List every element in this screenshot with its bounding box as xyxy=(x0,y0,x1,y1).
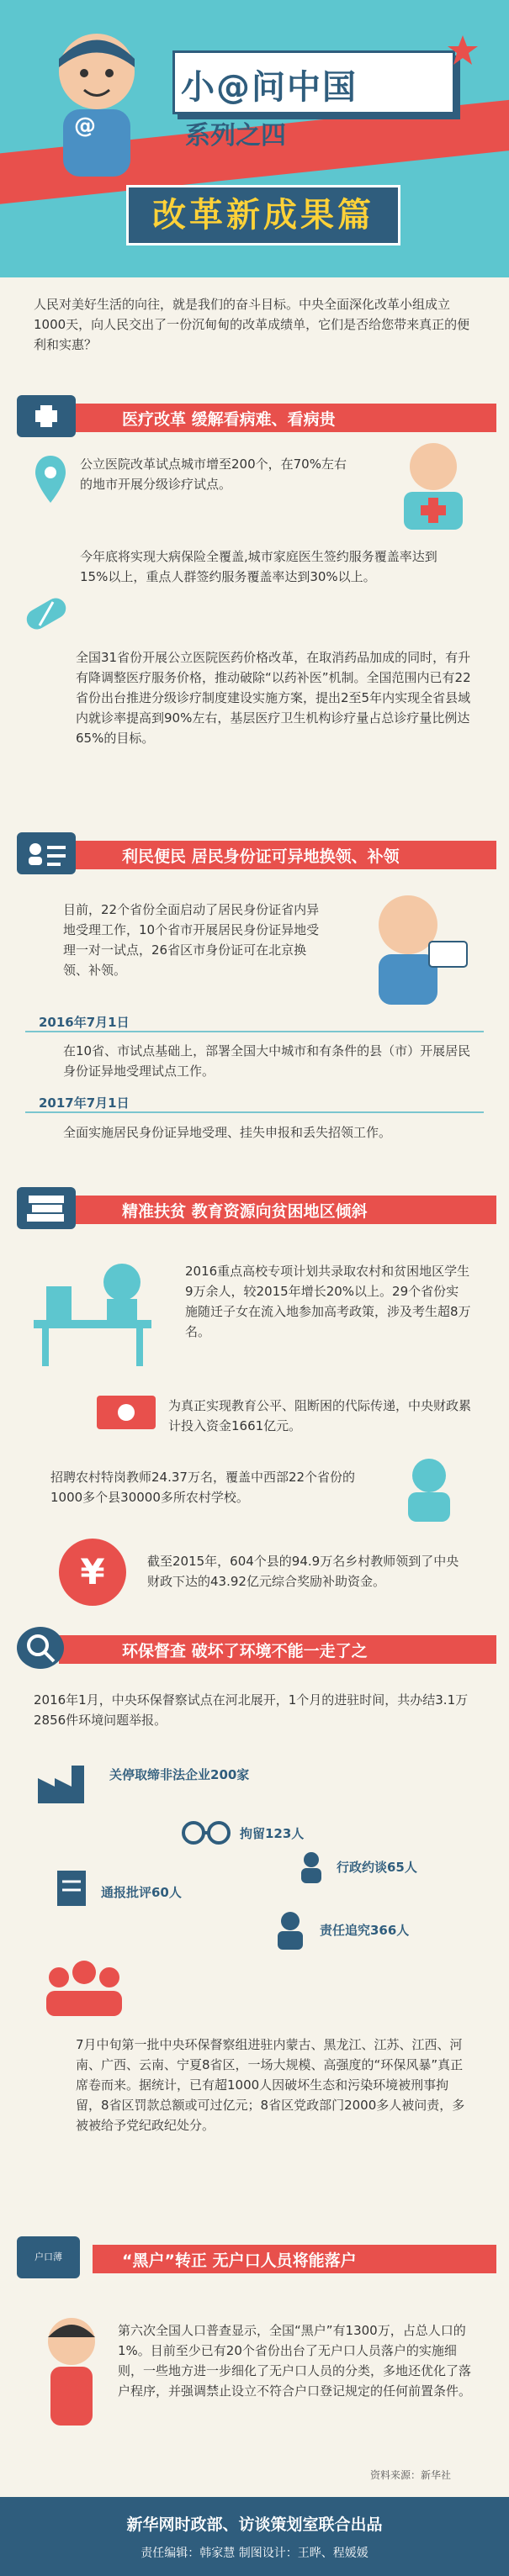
page-title: 小@问中国 xyxy=(181,68,358,107)
money-stack-icon xyxy=(93,1387,160,1438)
magnifier-icon xyxy=(17,1627,64,1669)
books-icon xyxy=(17,1187,76,1229)
footer xyxy=(0,2497,509,2576)
stat-item: 拘留123人 xyxy=(240,1826,305,1841)
header-banner xyxy=(0,0,509,277)
mascot-illustration xyxy=(34,21,160,181)
section-heading-text: 医疗改革 缓解看病难、看病贵 xyxy=(122,410,336,429)
section-education-heading xyxy=(0,1187,509,1229)
medical-para-1: 公立医院改革试点城市增至200个，在70%左右的地市开展分级诊疗试点。 xyxy=(80,457,347,492)
section-heading-text: 利民便民 居民身份证可异地换领、补领 xyxy=(122,847,400,866)
section-hukou-heading xyxy=(0,2236,509,2278)
mascot-badge: @ xyxy=(74,113,96,139)
section-environment-heading xyxy=(0,1627,509,1669)
section-id-card-heading xyxy=(0,832,509,874)
stat-item: 关停取缔非法企业200家 xyxy=(109,1767,250,1782)
id-para-1: 目前，22个省份全面启动了居民身份证省内异地受理工作，10个省市开展居民身份证异地受理一对一试点，26省区市身份证可在北京换领、补领。 xyxy=(63,902,320,978)
student-at-desk-icon xyxy=(25,1253,160,1370)
pill-icon xyxy=(21,589,72,639)
environment-para-2: 7月中旬第一批中央环保督察组进驻内蒙古、黑龙江、江苏、江西、河南、广西、云南、宁夏8省区，一场大规模、高强度的“环保风暴”真正席卷而来。据统计，已有超1000人因破坏生态和污染环境被刑事拘留，8省区罚款总额或可过亿元；8省区党政部门2000多人被问责，多被被给予党纪政纪处分。 xyxy=(76,2037,465,2133)
yen-icon: ¥ xyxy=(59,1539,126,1606)
medical-para-3: 全国31省份开展公立医院医药价格改革，在取消药品加成的同时，有升有降调整医疗服务价格，推动破除“以药补医”机制。全国范围内已有22省份出台推进分级诊疗制度建设实施方案，提出2至5年内实现全省县域内就诊率提高到90%左右，基层医疗卫生机构诊疗量占总诊疗量比例达65%的目标。 xyxy=(76,650,471,746)
date-divider xyxy=(25,1111,484,1113)
official-icon xyxy=(269,1908,311,1950)
star-icon xyxy=(446,34,480,67)
section-heading-text: 环保督查 破坏了环境不能一走了之 xyxy=(122,1642,368,1660)
page-subtitle: 系列之四 xyxy=(185,121,286,150)
crowd-icon xyxy=(34,1959,135,2018)
section-medical-heading xyxy=(0,395,509,437)
person-icon xyxy=(294,1850,328,1883)
education-para-3: 招聘农村特岗教师24.37万名，覆盖中西部22个省份的1000多个县30000多所农村学校。 xyxy=(50,1470,356,1505)
intro-text: 人民对美好生活的向往，就是我们的奋斗目标。中央全面深化改革小组成立1000天，向人民交出了一份沉甸甸的改革成绩单，它们是否给您带来真正的便利和实惠？ xyxy=(34,297,470,352)
environment-para-1: 2016年1月，中央环保督察试点在河北展开，1个月的进驻时间，共办结3.1万2856件环境问题举报。 xyxy=(34,1692,469,1728)
hukou-book-icon: 户口薄 xyxy=(17,2236,80,2278)
date-label: 2016年7月1日 xyxy=(34,1013,135,1031)
handcuffs-icon xyxy=(181,1816,231,1850)
section-heading-text: “黑户”转正 无户口人员将能落户 xyxy=(122,2251,357,2270)
stat-item: 通报批评60人 xyxy=(101,1885,182,1900)
doctor-icon xyxy=(391,437,475,530)
education-para-1: 2016重点高校专项计划共录取农村和贫困地区学生9万余人，较2015年增长20%以上。29个省份实施随迁子女在流入地参加高考政策，涉及考生超8万名。 xyxy=(185,1264,471,1339)
date-divider xyxy=(25,1031,484,1032)
id-para-2: 在10省、市试点基础上，部署全国大中城市和有条件的县（市）开展居民身份证异地受理试点工作。 xyxy=(63,1043,471,1079)
location-pin-icon xyxy=(34,454,67,504)
confused-person-icon xyxy=(34,2312,109,2438)
date-label: 2017年7月1日 xyxy=(34,1094,135,1111)
medical-kit-icon xyxy=(17,395,76,437)
factory-icon xyxy=(34,1757,101,1808)
footer-credits: 责任编辑：韩家慧 制图设计：王晔、程媛媛 xyxy=(141,2547,368,2560)
stat-item: 行政约谈65人 xyxy=(337,1860,417,1875)
id-para-3: 全面实施居民身份证异地受理、挂失申报和丢失招领工作。 xyxy=(63,1125,392,1140)
footer-producer: 新华网时政部、访谈策划室联合出品 xyxy=(126,2515,383,2534)
document-icon xyxy=(50,1866,93,1908)
teacher-icon xyxy=(387,1454,471,1522)
stat-item: 责任追究366人 xyxy=(320,1923,410,1938)
education-para-2: 为真正实现教育公平、阻断困的代际传递，中央财政累计投入资金1661亿元。 xyxy=(168,1398,472,1433)
section-heading-text: 精准扶贫 教育资源向贫困地区倾斜 xyxy=(122,1202,368,1221)
medical-para-2: 今年底将实现大病保险全覆盖,城市家庭医生签约服务覆盖率达到15%以上，重点人群签约服务覆盖率达到30%以上。 xyxy=(80,549,437,584)
hukou-para-1: 第六次全国人口普查显示，全国“黑户”有1300万，占总人口的1%。目前至少已有20个省份出台了无户口人员落户的实施细则，一些地方进一步细化了无户口人员的分类，多地还优化了落户程序，并强调禁止设立不符合户口登记规定的任何前置条件。 xyxy=(118,2323,472,2399)
source-note: 资料来源：新华社 xyxy=(370,2469,452,2481)
main-title: 改革新成果篇 xyxy=(126,185,400,245)
mascot-with-id-icon xyxy=(345,883,471,1009)
id-card-icon xyxy=(17,832,76,874)
education-para-4: 截至2015年，604个县的94.9万名乡村教师领到了中央财政下达的43.92亿元综合奖励补助资金。 xyxy=(147,1554,459,1589)
